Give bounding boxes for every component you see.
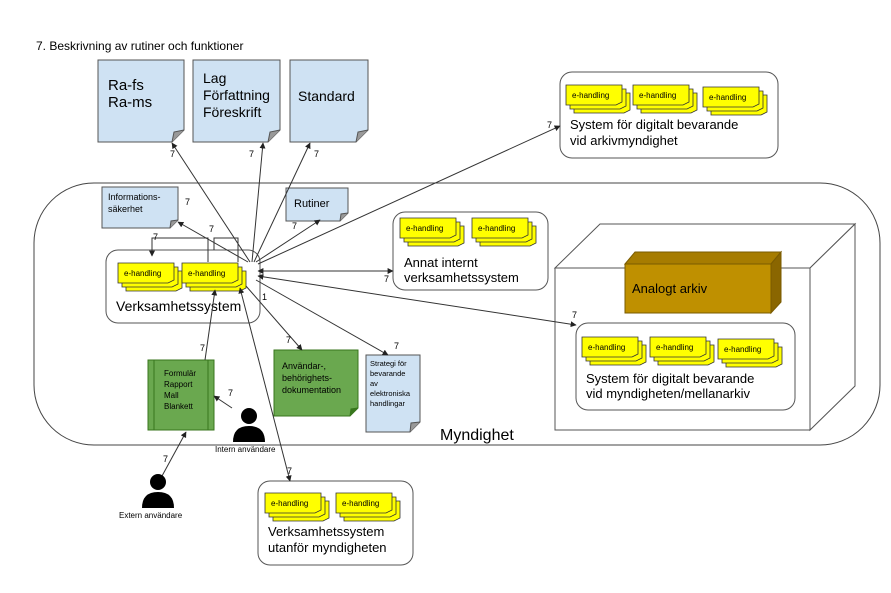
ehandling-label: e-handling bbox=[588, 343, 626, 352]
doc-rafs-line2: Ra-ms bbox=[108, 94, 153, 111]
doc-rutiner-label: Rutiner bbox=[294, 198, 330, 210]
formular-box bbox=[148, 360, 214, 430]
doc-anvandar-line1: Användar-, bbox=[282, 361, 327, 371]
doc-anvandar-line2: behörighets- bbox=[282, 373, 333, 383]
intern-user-icon bbox=[215, 408, 276, 454]
ehandling-stack bbox=[182, 263, 246, 291]
ehandling-label: e-handling bbox=[724, 345, 762, 354]
edge-label: 1 bbox=[262, 292, 268, 302]
doc-lag bbox=[193, 60, 280, 142]
doc-rafs-line1: Ra-fs bbox=[108, 77, 144, 94]
doc-standard-label: Standard bbox=[298, 88, 355, 104]
edge-label: 7 bbox=[547, 120, 553, 130]
ehandling-label: e-handling bbox=[639, 91, 677, 100]
ehandling-label: e-handling bbox=[342, 499, 380, 508]
ehandling-stack bbox=[336, 493, 400, 521]
formular-line3: Mall bbox=[164, 391, 179, 400]
doc-anvandardokumentation bbox=[274, 350, 358, 416]
formular-line2: Rapport bbox=[164, 380, 193, 389]
edge-label: 7 bbox=[314, 149, 320, 159]
doc-infosakerhet-line2: säkerhet bbox=[108, 204, 143, 214]
ehandling-stack bbox=[718, 339, 782, 367]
ehandling-stack bbox=[118, 263, 182, 291]
edge-label: 7 bbox=[200, 343, 206, 353]
system-verksamhet-label: Verksamhetssystem bbox=[116, 298, 242, 314]
edge-label: 7 bbox=[572, 310, 578, 320]
doc-rutiner bbox=[286, 188, 348, 221]
doc-lag-line2: Författning bbox=[203, 87, 270, 103]
ehandling-stack bbox=[582, 337, 646, 365]
doc-anvandar-line3: dokumentation bbox=[282, 385, 342, 395]
edge-label: 7 bbox=[228, 388, 234, 398]
doc-lag-line3: Föreskrift bbox=[203, 104, 262, 120]
extern-user-label: Extern användare bbox=[119, 511, 183, 520]
system-annat-line2: verksamhetssystem bbox=[404, 270, 519, 285]
doc-lag-line1: Lag bbox=[203, 70, 227, 86]
extern-user-icon bbox=[119, 474, 183, 520]
doc-strategi bbox=[366, 355, 420, 432]
system-mellan-line2: vid myndigheten/mellanarkiv bbox=[586, 386, 751, 401]
doc-strategi-line5: handlingar bbox=[370, 399, 406, 408]
page-title: 7. Beskrivning av rutiner och funktioner bbox=[36, 39, 244, 53]
ehandling-stack bbox=[400, 218, 464, 246]
system-arkiv-line2: vid arkivmyndighet bbox=[570, 133, 678, 148]
ehandling-label: e-handling bbox=[271, 499, 309, 508]
analogt-arkiv-box bbox=[625, 252, 781, 313]
doc-strategi-line3: av bbox=[370, 379, 378, 388]
edge-label: 7 bbox=[185, 197, 191, 207]
ehandling-label: e-handling bbox=[188, 269, 226, 278]
ehandling-label: e-handling bbox=[478, 224, 516, 233]
doc-strategi-line1: Strategi för bbox=[370, 359, 407, 368]
analogt-arkiv-label: Analogt arkiv bbox=[632, 281, 708, 296]
ehandling-stack bbox=[703, 87, 767, 115]
system-annat-line1: Annat internt bbox=[404, 255, 478, 270]
ehandling-label: e-handling bbox=[709, 93, 747, 102]
edge-label: 7 bbox=[394, 341, 400, 351]
system-utanfor-line1: Verksamhetssystem bbox=[268, 524, 385, 539]
ehandling-label: e-handling bbox=[572, 91, 610, 100]
edge-label: 7 bbox=[249, 149, 255, 159]
edge-label: 7 bbox=[163, 454, 169, 464]
system-mellan-line1: System för digitalt bevarande bbox=[586, 371, 755, 386]
doc-infosakerhet-line1: Informations- bbox=[108, 192, 161, 202]
ehandling-stack bbox=[566, 85, 630, 113]
system-utanfor-line2: utanför myndigheten bbox=[268, 540, 387, 555]
doc-rafs bbox=[98, 60, 184, 142]
ehandling-stack bbox=[633, 85, 697, 113]
myndighet-label: Myndighet bbox=[440, 427, 514, 444]
edge-label: 7 bbox=[286, 335, 292, 345]
edge-label: 7 bbox=[170, 149, 176, 159]
edge-label: 7 bbox=[153, 232, 159, 242]
edge-label: 7 bbox=[384, 274, 390, 284]
ehandling-stack bbox=[650, 337, 714, 365]
doc-strategi-line2: bevarande bbox=[370, 369, 406, 378]
formular-line1: Formulär bbox=[164, 369, 197, 378]
edge-label: 7 bbox=[287, 466, 293, 476]
intern-user-label: Intern användare bbox=[215, 445, 276, 454]
doc-standard bbox=[290, 60, 368, 142]
ehandling-stack bbox=[472, 218, 536, 246]
edge-label: 7 bbox=[292, 221, 298, 231]
doc-strategi-line4: elektroniska bbox=[370, 389, 411, 398]
ehandling-label: e-handling bbox=[406, 224, 444, 233]
ehandling-label: e-handling bbox=[656, 343, 694, 352]
edge-label: 7 bbox=[209, 224, 215, 234]
ehandling-label: e-handling bbox=[124, 269, 162, 278]
doc-infosakerhet bbox=[102, 187, 178, 228]
system-arkiv-line1: System för digitalt bevarande bbox=[570, 117, 739, 132]
formular-line4: Blankett bbox=[164, 402, 193, 411]
ehandling-stack bbox=[265, 493, 329, 521]
